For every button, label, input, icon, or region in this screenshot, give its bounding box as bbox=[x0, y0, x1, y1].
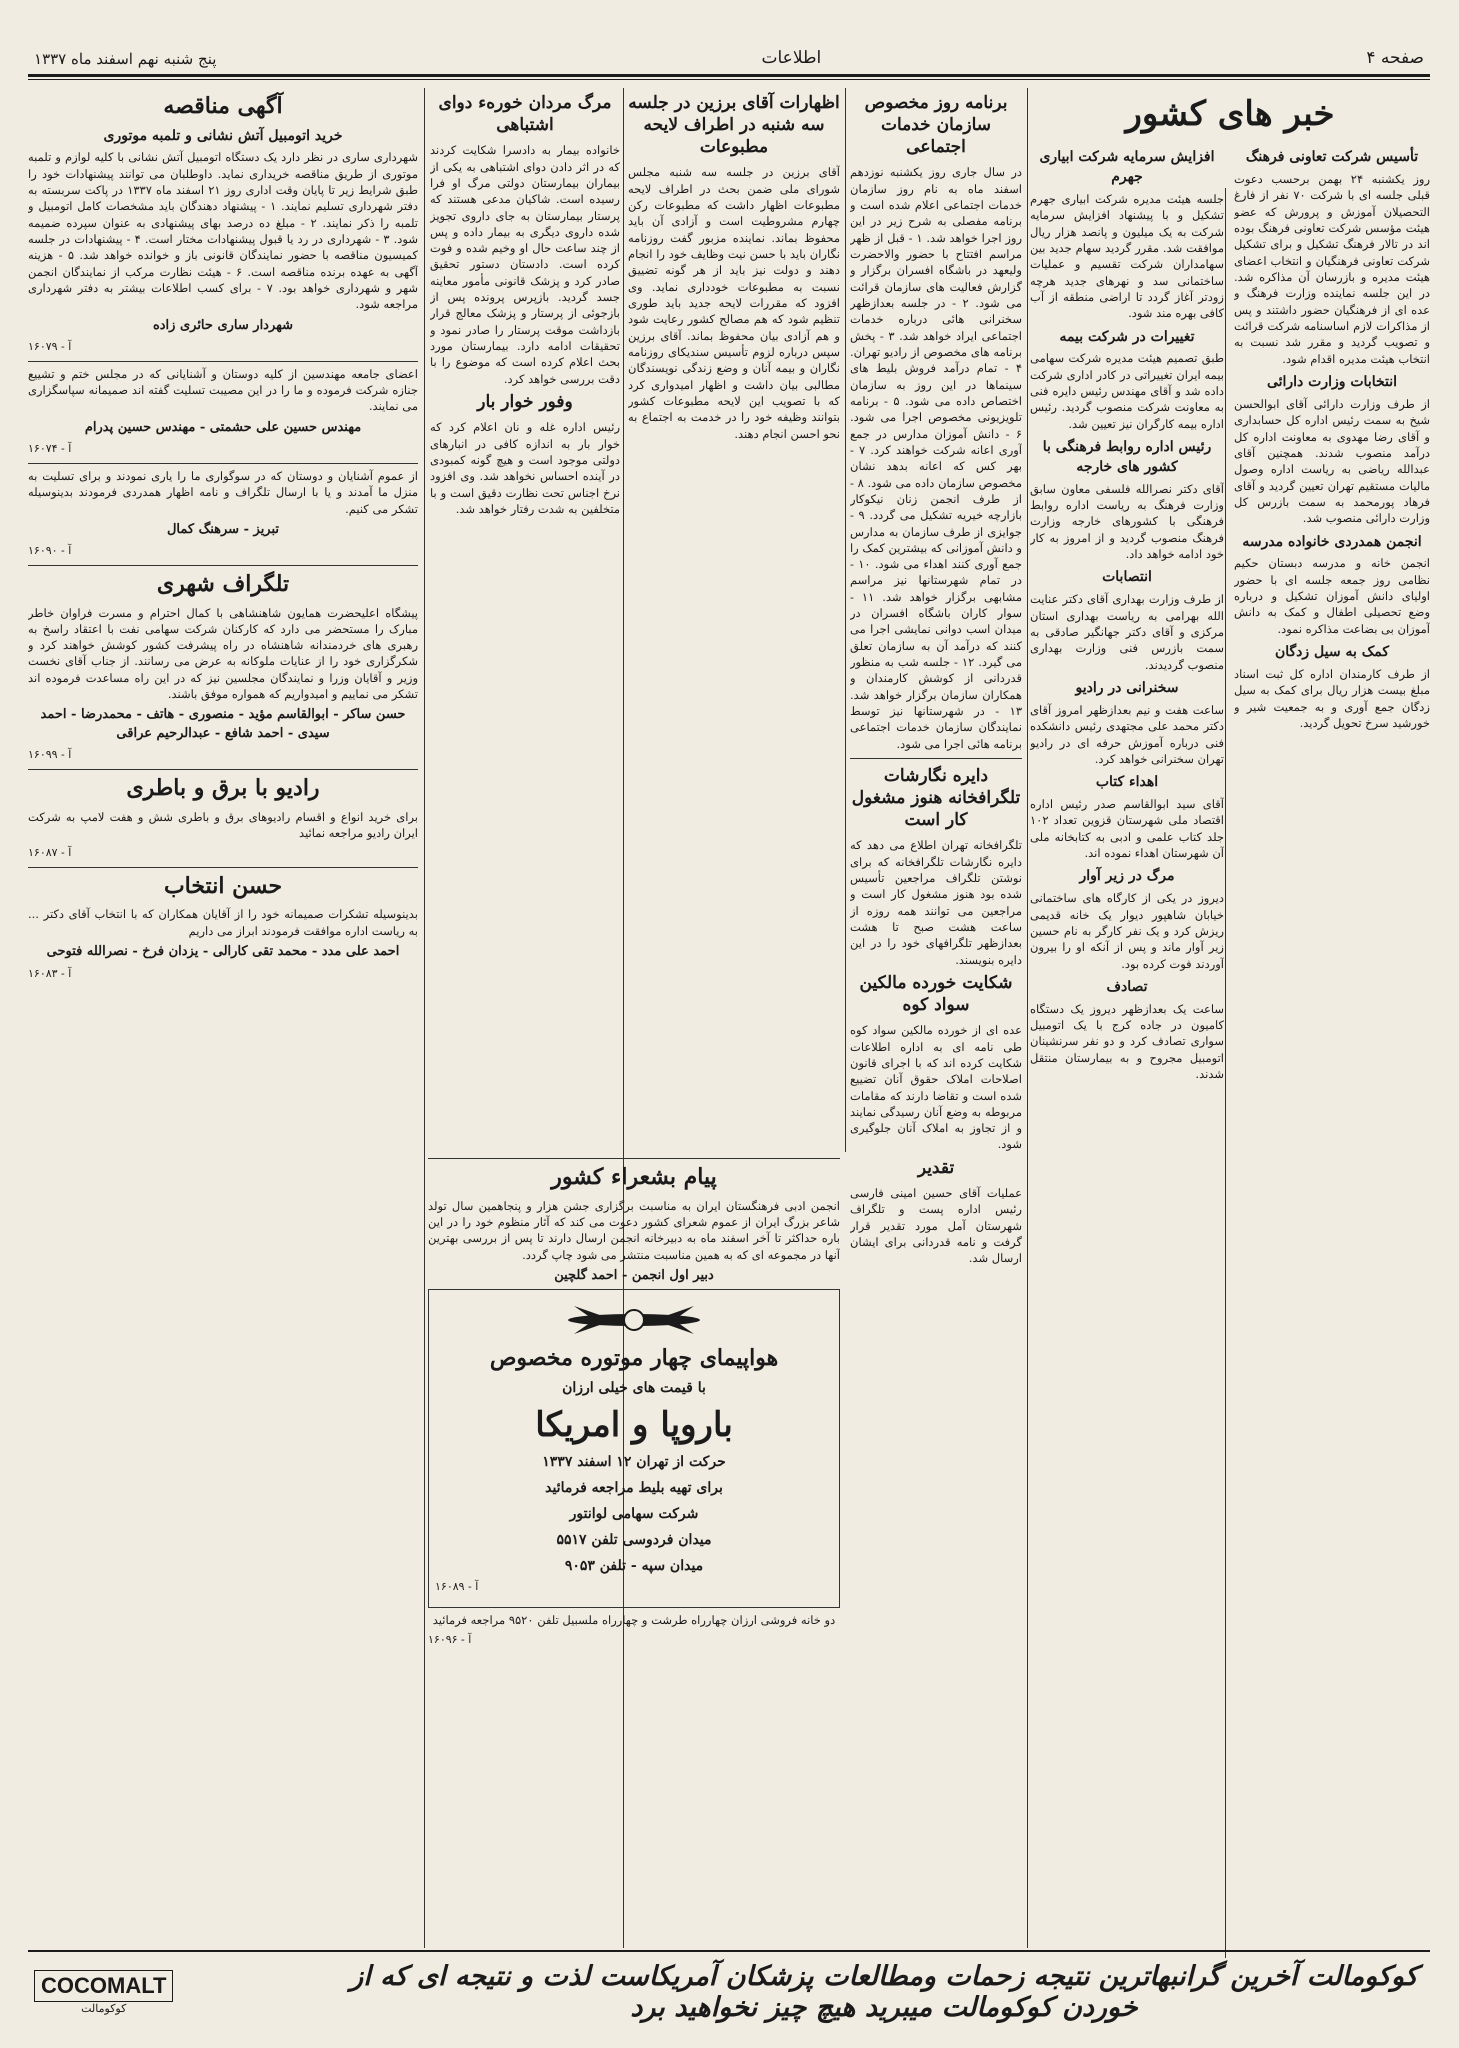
article-body: انجمن ادبی فرهنگستان ایران به مناسبت برگزاری جشن هزار و پنجاهمین سال تولد شاعر بزرگ ایران از عموم شعرای کشور دعوت می کند که آثار منظوم خود را در این باره حداکثر تا آخر اسفند ماه به دبیرخانه انجمن ارسال دارند تا پس از بررسی بهترین آنها در مجموعه ای که به همین مناسبت منتشر می شود چاپ گردد. bbox=[428, 1198, 840, 1262]
ad-code: آ - ۱۶۰۸۷ bbox=[28, 846, 72, 860]
ad-code: آ - ۱۶۰۹۰ bbox=[28, 544, 72, 558]
ad-code: آ - ۱۶۰۹۶ bbox=[428, 1633, 472, 1647]
tender-title: آگهی مناقصه bbox=[163, 93, 283, 119]
telegram-body: پیشگاه اعلیحضرت همایون شاهنشاهی با کمال احترام و مسرت فراوان خاطر مبارک را مستحضر می دارد که کارکنان شرکت سهامی نفت با اعتقاد راسخ به رهبری های خردمندانه شاهنشاه در راه پیشرفت کشور کوشش خواهند کرد و شکرگزاری خود را از عنایات ملوکانه به عرض می رسانند. از جناب آقای نخست وزیر و آقایان وزرا و نمایندگان مجلسین نیز که در این راه مساعدت فرموده اند تشکر می نماییم و امیدواریم که همواره موفق باشند. bbox=[28, 605, 418, 702]
news-body: دیروز در یکی از کارگاه های ساختمانی خیابان شاهپور دیوار یک خانه قدیمی ریزش کرد و یک نفر کارگر به نام حسین زیر آوار ماند و پس از آنکه او را بیرون آوردند فوت کرده بود. bbox=[1030, 891, 1224, 971]
radio-ad-body: برای خرید انواع و اقسام رادیوهای برق و باطری شش و هفت لامپ به شرکت ایران رادیو مراجعه نمائید bbox=[28, 809, 418, 840]
cocomalt-banner bbox=[28, 1950, 1430, 2032]
column-divider bbox=[424, 88, 425, 1948]
article-body: عملیات آقای حسین امینی فارسی رئیس اداره پست و تلگراف شهرستان آمل مورد تقدیر قرار گرفت و نامه قدردانی برای ایشان ارسال شد. bbox=[850, 1185, 1022, 1266]
thanks-body: بدینوسیله تشکرات صمیمانه خود را از آقایان همکاران که با انتخاب آقای دکتر ... به ریاست اداره موافقت فرمودند ابراز می داریم bbox=[28, 907, 418, 938]
news-body: از طرف وزارت دارائی آقای ابوالحسن شیخ به سمت رئیس اداره کل حسابداری و آقای رضا مهدوی به معاونت اداره کل درآمد منصوب شدند. همچنین آقای عبدالله ریاضی به ریاست اداره وصول مالیات مستقیم تهران تعیین گردید و آقای فرهاد پورمحمد به سمت بازرس کل وزارت دارائی منصوب شد. bbox=[1234, 396, 1430, 526]
telegram-title: تلگراف شهری bbox=[156, 570, 290, 597]
news-title: مرگ در زیر آوار bbox=[1079, 868, 1175, 885]
block-separator bbox=[428, 1158, 840, 1159]
newspaper-page bbox=[28, 18, 1430, 2030]
notice-body: اعضای جامعه مهندسین از کلیه دوستان و آشنایانی که در مجلس ختم و تشییع جنازه شرکت فرموده و ما را در این مصیبت تسلیت گفته اند صمیمانه سپاسگزاری می نمایند. bbox=[28, 366, 418, 414]
article-separator bbox=[850, 758, 1022, 759]
news-title: اهداء کتاب bbox=[1095, 774, 1159, 791]
ad-separator bbox=[28, 867, 418, 868]
brand-subtitle: کوکومالت bbox=[81, 2001, 127, 2015]
ad-line: میدان فردوسی تلفن ۵۵۱۷ bbox=[556, 1531, 712, 1548]
article-body: آقای برزین در جلسه سه شنبه مجلس شورای ملی ضمن بحث در اطراف لایحه مطبوعات اظهار داشت که مطبوعات رکن چهارم مشروطیت است و آزادی آن باید محفوظ بماند. نماینده مزبور گفت روزنامه نگاران باید با حسن نیت وظایف خود را انجام دهند و دولت نیز باید از هر گونه تضییق نسبت به مطبوعات خودداری نماید. وی افزود که مقررات لایحه جدید باید طوری تنظیم شود که هم مصالح کشور رعایت شود و هم آزادی بیان محفوظ بماند. آقای برزین سپس درباره لزوم تأسیس سندیکای روزنامه نگاران و بیمه آنان و وضع زندگی نویسندگان مطالبی بیان داشت و اظهار امیدواری کرد که با تصویب این لایحه مطبوعات کشور بتوانند وظیفه خود را در خدمت به اجتماع به نحو احسن انجام دهند. bbox=[628, 165, 840, 441]
page-label: صفحه ۴ bbox=[1366, 48, 1424, 68]
ads-column bbox=[28, 88, 418, 1948]
article-body: تلگرافخانه تهران اطلاع می دهد که دایره نگارشات تلگرافخانه که برای نوشتن تلگراف مراجعین تأسیس شده بود هنوز مشغول کار است و مراجعین می توانند همه روزه از ساعت هشت صبح تا هشت بعدازظهر تلگرافهای خود را در این دایره بنویسند. bbox=[850, 838, 1022, 967]
news-title: انتخابات وزارت دارائی bbox=[1266, 374, 1398, 390]
article-title: تقدیر bbox=[917, 1157, 955, 1178]
masthead-rule-thin bbox=[28, 79, 1430, 80]
thanks-title: حسن انتخاب bbox=[163, 872, 283, 899]
ad-title: هواپیمای چهار موتوره مخصوص bbox=[489, 1345, 779, 1372]
radio-ad-title: رادیو با برق و باطری bbox=[126, 774, 320, 801]
news-body: آقای سید ابوالقاسم صدر رئیس اداره اقتصاد ملی شهرستان قزوین تعداد ۱۰۲ جلد کتاب علمی و ادبی به کتابخانه ملی آن شهرستان اهداء نموده اند. bbox=[1030, 797, 1224, 861]
article-title: شکایت خورده مالکین سواد کوه bbox=[859, 973, 1013, 1016]
issue-date: پنج شنبه نهم اسفند ماه ۱۳۳۷ bbox=[34, 50, 217, 68]
ad-separator bbox=[28, 463, 418, 464]
article-title: وفور خوار بار bbox=[477, 392, 573, 413]
article-body: خانواده بیمار به دادسرا شکایت کردند که در اثر دادن دوای اشتباهی به یکی از بیماران بیمارستان دولتی مرگ او فرا رسیده است. شاکیان مدعی هستند که پرستار بیمارستان به جای داروی تجویز شده داروی دیگری به بیمار داده و پس از چند ساعت حال او وخیم شده و فوت کرده است. دادستان دستور تحقیق صادر کرد و پزشک قانونی مأمور معاینه جسد گردید. بازپرس پرونده پس از بازجوئی از پرستار و پزشک معالج قرار بازداشت موقت پرستار را صادر نمود و تحقیقات ادامه دارد. بیمارستان مورد بحث اعلام کرده است که موضوع را با دقت بررسی خواهد کرد. bbox=[430, 143, 620, 386]
news-title: انجمن همدردی خانواده مدرسه bbox=[1242, 533, 1422, 550]
article-title: دایره نگارشات تلگرافخانه هنوز مشغول کار است bbox=[851, 766, 1021, 831]
ad-line: برای تهیه بلیط مراجعه فرمائید bbox=[545, 1479, 723, 1496]
lower-middle-block bbox=[428, 1158, 840, 1958]
column-divider bbox=[1027, 88, 1028, 1948]
paper-name: اطلاعات bbox=[761, 48, 822, 68]
news-title: تصادف bbox=[1106, 978, 1148, 995]
telegram-signature: حسن ساکر - ابوالقاسم مؤید - منصوری - هاتف - محمدرضا - احمد سیدی - احمد شافع - عبدالرحیم عراقی bbox=[40, 707, 406, 741]
ad-big-text: باروپا و امریکا bbox=[535, 1404, 733, 1445]
ad-code: آ - ۱۶۰۸۹ bbox=[435, 1580, 479, 1594]
airplane-icon bbox=[435, 1302, 833, 1338]
program-column bbox=[850, 88, 1022, 1948]
masthead-rule bbox=[28, 74, 1430, 77]
section-title: خبر های کشور bbox=[1125, 94, 1335, 134]
article-title: مرگ مردان خورهء دوای اشتباهی bbox=[438, 93, 612, 136]
news-title: افزایش سرمایه شرکت ابیاری جهرم bbox=[1039, 149, 1215, 186]
brand-name: COCOMALT bbox=[34, 1970, 173, 2002]
news-body: روز یکشنبه ۲۴ بهمن برحسب دعوت قبلی جلسه ای با شرکت ۷۰ نفر از فارغ التحصیلان آموزش و پرورش که عضو هیئت مؤسس شرکت تعاونی فرهنگ بوده اند در تالار فرهنگ تشکیل و برای تشکیل شرکت تعاونی فرهنگیان و انتخاب اعضای هیئت مدیره و بازرسان آن مذاکره شد. در این جلسه نماینده وزارت فرهنگ و عده ای از فرهنگیان حضور داشتند و پس از مذاکرات لازم اساسنامه شرکت قرائت و تصویب گردید و مقرر شد نسبت به انتخاب هیئت مدیره اقدام شود. bbox=[1234, 172, 1430, 366]
news-subcolumn-right bbox=[1234, 142, 1430, 1902]
country-news-column bbox=[1030, 88, 1430, 1948]
news-title: تأسیس شرکت تعاونی فرهنگ bbox=[1245, 149, 1419, 166]
news-body: ساعت هفت و نیم بعدازظهر امروز آقای دکتر محمد علی مجتهدی رئیس دانشکده فنی درباره آموزش حرفه ای در رادیو تهران سخنرانی خواهد کرد. bbox=[1030, 702, 1224, 766]
news-body: آقای دکتر نصرالله فلسفی معاون سابق وزارت فرهنگ به ریاست اداره روابط فرهنگی با کشورهای خارجه وزارت فرهنگ منصوب گردید و از امروز به کار خود ادامه خواهد داد. bbox=[1030, 481, 1224, 562]
ad-separator bbox=[28, 361, 418, 362]
tender-signature: شهردار ساری حائری زاده bbox=[152, 317, 294, 333]
tender-subtitle: خرید اتومبیل آتش نشانی و تلمبه موتوری bbox=[103, 127, 343, 144]
article-body: عده ای از خورده مالکین سواد کوه طی نامه ای به اداره اطلاعات شکایت کرده اند که با اجرای قانون اصلاحات املاک حقوق آنان تضییع شده است و تقاضا دارند که مقامات مربوطه به وضع آنان رسیدگی نمایند و از تجاوز به املاک آنان جلوگیری شود. bbox=[850, 1023, 1022, 1152]
article-body: در سال جاری روز یکشنبه نوزدهم اسفند ماه به نام روز سازمان خدمات اجتماعی اعلام شده است و برنامه مفصلی به شرح زیر در این روز اجرا خواهد شد. ۱ - قبل از ظهر مراسم افتتاح با حضور والاحضرت ولیعهد در باشگاه افسران برگزار و گزارش فعالیت های سازمان قرائت می شود. ۲ - در جلسه بعدازظهر سخنرانی هائی درباره خدمات اجتماعی ایراد خواهد شد. ۳ - پخش برنامه های مخصوص از رادیو تهران. ۴ - تمام درآمد فروش بلیط های سینماها در این روز به سازمان اختصاص داده می شود. ۵ - برنامه تلویزیونی مخصوص اجرا می شود. ۶ - دانش آموزان مدارس در جمع آوری اعانه شرکت خواهند کرد. ۷ - بهر کس که اعانه بدهد نشان مخصوص سازمان داده می شود. ۸ - از طرف انجمن زنان نیکوکار بازارچه خیریه تشکیل می گردد. ۹ - جوایزی از طرف سازمان به مدارس و دانش آموزانی که بیشترین کمک را جمع آوری کنند اهداء می شود. ۱۰ - در تمام شهرستانها نیز مراسم مشابهی برگزار خواهد شد. ۱۱ - سوار کاران باشگاه افسران در میدان اسب دوانی نمایشی اجرا می کنند که درآمد آن به سازمان تعلق می گیرد. ۱۲ - جلسه شب به منظور قدردانی از کوشش کارمندان و همکاران سازمان برگزار خواهد شد. ۱۳ - در شهرستانها نیز توسط نمایندگان سازمان خدمات اجتماعی برنامه هائی اجرا می شود. bbox=[850, 165, 1022, 751]
banner-slogan: کوکومالت آخرین گرانبهاترین نتیجه زحمات ومطالعات پزشکان آمریکاست لذت و نتیجه ای که از خوردن کوکومالت میبرید هیچ چیز نخواهید برد bbox=[350, 1961, 1418, 2023]
airline-ad bbox=[428, 1289, 840, 1608]
notice-body: از عموم آشنایان و دوستان که در سوگواری ما را یاری نمودند و برای تسلیت به منزل ما آمدند و یا با ارسال تلگراف و نامه اظهار همدردی فرمودند بدینوسیله تشکر می کنیم. bbox=[28, 468, 418, 516]
statements-column bbox=[628, 88, 840, 1148]
ad-code: آ - ۱۶۰۸۳ bbox=[28, 966, 72, 980]
news-title: سخنرانی در رادیو bbox=[1075, 679, 1179, 696]
news-body: طبق تصمیم هیئت مدیره شرکت سهامی بیمه ایران تغییراتی در کادر اداری شرکت داده شد و آقای مهندس رئیس دایره فنی به معاونت شرکت منصوب گردید. رئیس اداره بیمه کارگران نیز تعیین شد. bbox=[1030, 351, 1224, 431]
column-divider bbox=[845, 88, 846, 1152]
news-body: انجمن خانه و مدرسه دبستان حکیم نظامی روز جمعه جلسه ای با حضور اولیای دانش آموزان تشکیل و درباره وضع تحصیلی اطفال و کمک به دانش آموزان بی بضاعت مذاکره نمود. bbox=[1234, 556, 1430, 636]
news-body: ساعت یک بعدازظهر دیروز یک دستگاه کامیون در جاده کرج با یک اتومبیل سواری تصادف کرد و دو نفر سرنشینان اتومبیل مجروح و به بیمارستان منتقل شدند. bbox=[1030, 1001, 1224, 1082]
ad-code: آ - ۱۶۰۷۹ bbox=[28, 340, 72, 354]
tender-body: شهرداری ساری در نظر دارد یک دستگاه اتومبیل آتش نشانی با کلیه لوازم و تلمبه موتوری از طریق مناقصه خریداری نماید. داوطلبان می توانند پیشنهادات خود را طبق شرایط زیر تا پایان وقت اداری روز ۲۱ اسفند ماه ۱۳۳۷ در پاکت سربسته به دفتر شهرداری تسلیم نمایند. ۱ - پیشنهاد دهندگان باید مشخصات کامل اتومبیل و تلمبه را ذکر نمایند. ۲ - مبلغ ده درصد بهای پیشنهادی به عنوان سپرده ضمیمه شود. ۳ - شهرداری در رد یا قبول پیشنهادات مختار است. ۴ - پیشنهادات در جلسه کمیسیون مناقصه با حضور نمایندگان قانونی باز و خوانده خواهد شد. ۵ - هزینه آگهی به عهده برنده مناقصه است. ۶ - هیئت نظارت مرکب از نمایندگان انجمن شهر و شهرداری خواهد بود. ۷ - برای کسب اطلاعات بیشتر به دفتر شهرداری مراجعه شود. bbox=[28, 150, 418, 312]
ad-code: آ - ۱۶۰۹۹ bbox=[28, 748, 72, 762]
ad-separator bbox=[28, 769, 418, 770]
notice-signature: مهندس حسین علی حشمتی - مهندس حسین پدرام bbox=[84, 419, 362, 435]
news-title: انتصابات bbox=[1102, 569, 1152, 586]
news-body: جلسه هیئت مدیره شرکت ابیاری جهرم تشکیل و با پیشنهاد افزایش سرمایه شرکت به یک میلیون و پانصد هزار ریال موافقت شد. مقرر گردید سهام جدید بین سهامداران شرکت تقسیم و عملیات ساختمانی سد و نهرهای جدید هرچه زودتر آغاز گردد تا اراضی منطقه از آب کافی بهره مند شود. bbox=[1030, 191, 1224, 321]
news-title: کمک به سیل زدگان bbox=[1274, 644, 1390, 661]
brand-block bbox=[34, 1970, 173, 2015]
news-body: از طرف وزارت بهداری آقای دکتر عنایت الله بهرامی به ریاست بهداری استان مرکزی و آقای دکتر جهانگیر صادقی به سمت بازرس فنی وزارت بهداری منصوب گردیدند. bbox=[1030, 592, 1224, 672]
ad-line: حرکت از تهران ۱۲ اسفند ۱۳۳۷ bbox=[542, 1454, 726, 1471]
article-title: پیام بشعراء کشور bbox=[551, 1164, 717, 1190]
news-title: رئیس اداره روابط فرهنگی با کشور های خارجه bbox=[1042, 439, 1212, 475]
classified-ad: دو خانه فروشی ارزان چهارراه طرشت و چهارراه ملسبیل تلفن ۹۵۲۰ مراجعه فرمائید bbox=[432, 1613, 836, 1627]
ad-line: شرکت سهامی لوانتور bbox=[569, 1505, 699, 1522]
news-subcolumn-left bbox=[1030, 142, 1224, 1902]
ad-line: با قیمت های خیلی ارزان bbox=[562, 1379, 706, 1396]
article-title: برنامه روز مخصوص سازمان خدمات اجتماعی bbox=[864, 93, 1008, 158]
article-signature: دبیر اول انجمن - احمد گلچین bbox=[554, 1267, 714, 1283]
article-body: رئیس اداره غله و نان اعلام کرد که خوار بار به اندازه کافی در انبارهای دولتی موجود است و هیچ گونه کمبودی در آینده احساس نخواهد شد. وی افزود نرخ اجناس تحت نظارت دقیق است و با متخلفین به شدت رفتار خواهد شد. bbox=[430, 420, 620, 516]
thanks-signature: احمد علی مدد - محمد تقی کارالی - یزدان فرخ - نصرالله فتوحی bbox=[46, 944, 400, 960]
masthead bbox=[28, 18, 1430, 74]
ad-line: میدان سپه - تلفن ۹۰۵۳ bbox=[564, 1557, 704, 1574]
notice-signature: تبریز - سرهنگ کمال bbox=[166, 521, 280, 537]
article-title: اظهارات آقای برزین در جلسه سه شنبه در اطراف لایحه مطبوعات bbox=[628, 93, 840, 158]
news-title: تغییرات در شرکت بیمه bbox=[1059, 328, 1195, 345]
news-body: از طرف کارمندان اداره کل ثبت اسناد مبلغ بیست هزار ریال برای کمک به سیل زدگان جمع آوری و به جمعیت شیر و خورشید سرخ تحویل گردید. bbox=[1234, 666, 1430, 730]
medical-column bbox=[430, 88, 620, 1148]
ad-separator bbox=[28, 565, 418, 566]
ad-code: آ - ۱۶۰۷۴ bbox=[28, 442, 72, 456]
